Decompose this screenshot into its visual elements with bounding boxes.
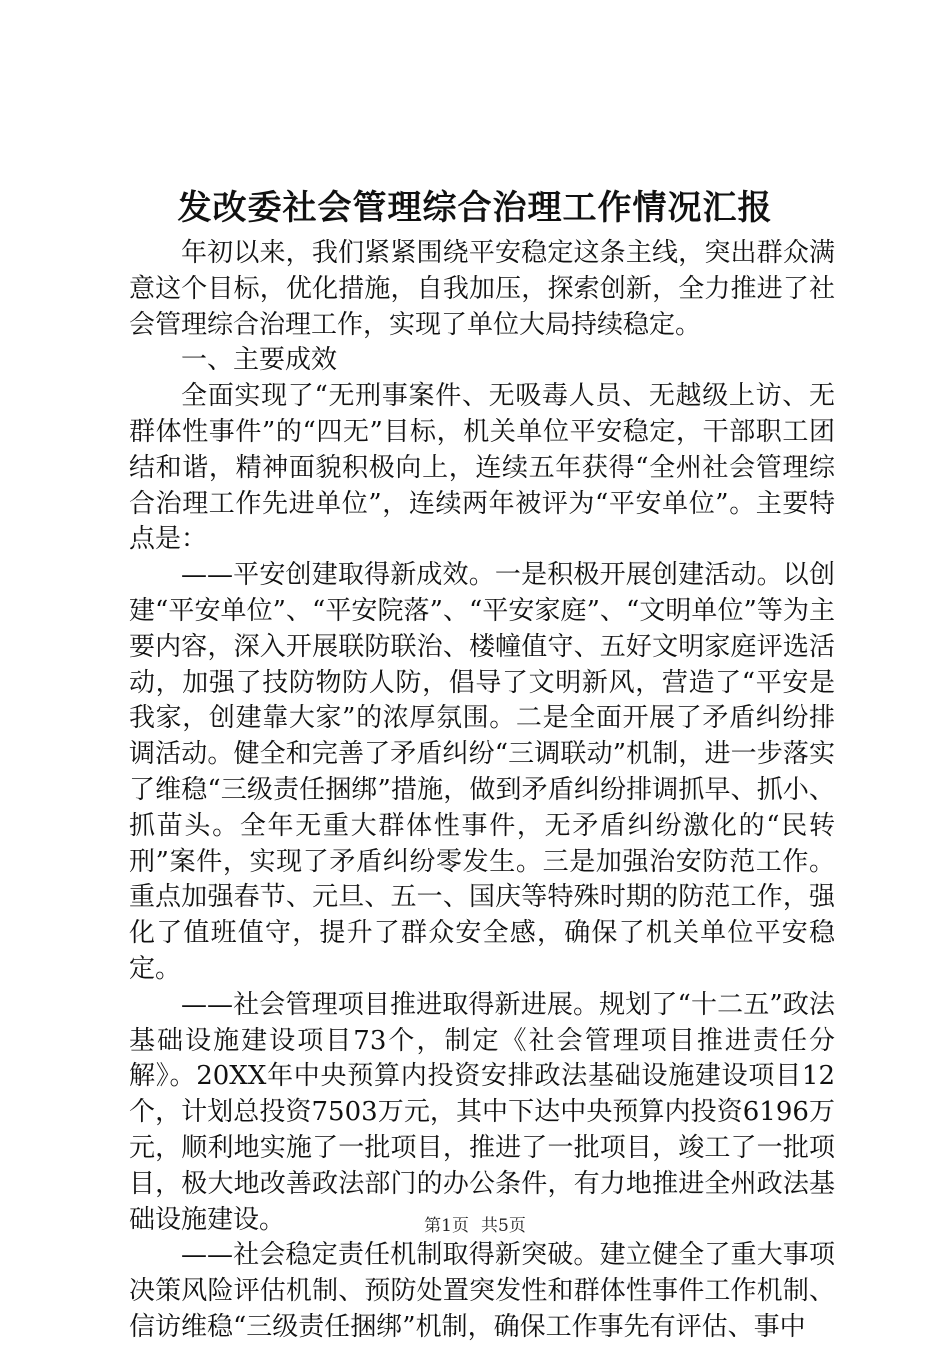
page-footer bbox=[0, 1214, 950, 1238]
paragraph-project-progress: ——社会管理项目推进取得新进展。规划了“十二五”政法基础设施建设项目73个，制定《社会管理项目推进责任分解》。20XX年中央预算内投资安排政法基础设施建设项目12个，计划总投资7503万元，其中下达中央预算内投资6196万元，顺利地实施了一批项目，推进了一批项目，竣工了一批项目，极大地改善政法部门的办公条件，有力地推进全州政法基础设施建设。 bbox=[129, 989, 835, 1235]
paragraph-safety-creation: ——平安创建取得新成效。一是积极开展创建活动。以创建“平安单位”、“平安院落”、“平安家庭”、“文明单位”等为主要内容，深入开展联防联治、楼幢值守、五好文明家庭评选活动，加强了技防物防人防，倡导了文明新风，营造了“平安是我家，创建靠大家”的浓厚氛围。二是全面开展了矛盾纠纷排调活动。健全和完善了矛盾纠纷“三调联动”机制，进一步落实了维稳“三级责任捆绑”措施，做到矛盾纠纷排调抓早、抓小、抓苗头。全年无重大群体性事件，无矛盾纠纷激化的“民转刑”案件，实现了矛盾纠纷零发生。三是加强治安防范工作。重点加强春节、元旦、五一、国庆等特殊时期的防范工作，强化了值班值守，提升了群众安全感，确保了机关单位平安稳定。 bbox=[129, 560, 835, 984]
paragraph-intro: 年初以来，我们紧紧围绕平安稳定这条主线，突出群众满意这个目标，优化措施，自我加压，探索创新，全力推进了社会管理综合治理工作，实现了单位大局持续稳定。 bbox=[129, 238, 835, 340]
document-title: 发改委社会管理综合治理工作情况汇报 bbox=[177, 188, 773, 228]
page-number: 第1页 bbox=[424, 1216, 469, 1236]
paragraph-stability-mechanism: ——社会稳定责任机制取得新突破。建立健全了重大事项决策风险评估机制、预防处置突发性和群体性事件工作机制、信访维稳“三级责任捆绑”机制，确保工作事先有评估、事中 bbox=[129, 1240, 835, 1342]
section-heading-main-results: 一、主要成效 bbox=[181, 345, 338, 376]
page-total: 共5页 bbox=[481, 1216, 526, 1236]
document-body bbox=[129, 236, 835, 1346]
paragraph-overview: 全面实现了“无刑事案件、无吸毒人员、无越级上访、无群体性事件”的“四无”目标，机关单位平安稳定，干部职工团结和谐，精神面貌积极向上，连续五年获得“全州社会管理综合治理工作先进单位”，连续两年被评为“平安单位”。主要特点是： bbox=[129, 381, 835, 555]
